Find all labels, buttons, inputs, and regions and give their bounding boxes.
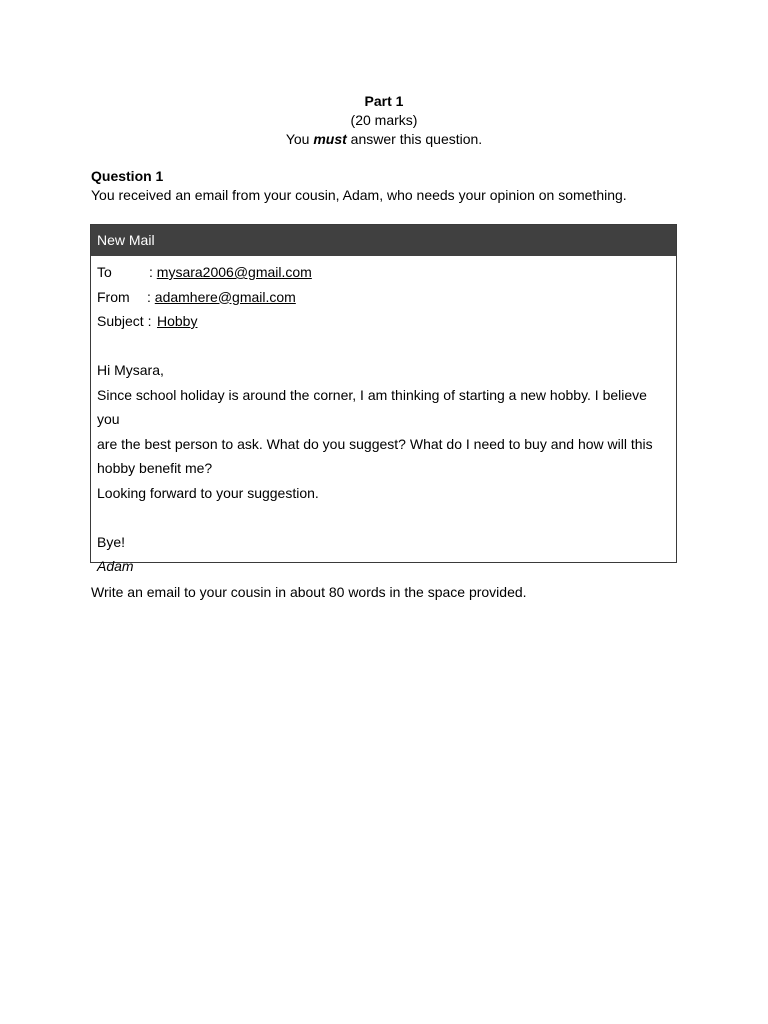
email-subject-row bbox=[97, 309, 670, 334]
email-window bbox=[90, 224, 677, 574]
blank-line bbox=[97, 334, 670, 359]
email-to-label: To bbox=[97, 264, 112, 280]
part-header bbox=[0, 92, 768, 149]
must-suffix: answer this question. bbox=[346, 131, 483, 147]
email-titlebar: New Mail bbox=[91, 225, 676, 256]
email-from-label: From bbox=[97, 288, 130, 305]
part-title: Part 1 bbox=[364, 93, 404, 109]
must-word: must bbox=[313, 131, 347, 147]
question-block bbox=[91, 167, 681, 205]
email-from-address: adamhere@gmail.com bbox=[154, 288, 296, 305]
email-to-row bbox=[97, 260, 670, 285]
email-body-line: Since school holiday is around the corner, I am thinking of starting a new hobby. I believe you bbox=[97, 386, 647, 427]
email-greeting: Hi Mysara, bbox=[97, 362, 164, 378]
email-to-address: mysara2006@gmail.com bbox=[156, 264, 312, 280]
email-from-row bbox=[97, 285, 670, 310]
blank-line bbox=[97, 505, 670, 530]
question-title: Question 1 bbox=[91, 168, 164, 184]
marks-text: (20 marks) bbox=[350, 112, 418, 128]
must-answer-text bbox=[0, 130, 768, 149]
email-body bbox=[91, 256, 676, 579]
email-body-line: are the best person to ask. What do you suggest? What do I need to buy and how will this bbox=[97, 435, 653, 452]
email-subject-value: Hobby bbox=[157, 313, 198, 329]
question-prompt: You received an email from your cousin, Adam, who needs your opinion on something. bbox=[91, 187, 627, 203]
instruction-text: Write an email to your cousin in about 80 words in the space provided. bbox=[91, 584, 527, 600]
email-to-separator: : bbox=[149, 264, 157, 280]
email-signature: Adam bbox=[97, 558, 134, 574]
must-prefix: You bbox=[285, 131, 314, 147]
email-body-line: Looking forward to your suggestion. bbox=[97, 484, 319, 501]
email-closing: Bye! bbox=[97, 533, 126, 550]
email-subject-label: Subject : bbox=[97, 313, 152, 329]
email-from-separator: : bbox=[147, 288, 155, 305]
email-body-line: hobby benefit me? bbox=[97, 460, 213, 476]
